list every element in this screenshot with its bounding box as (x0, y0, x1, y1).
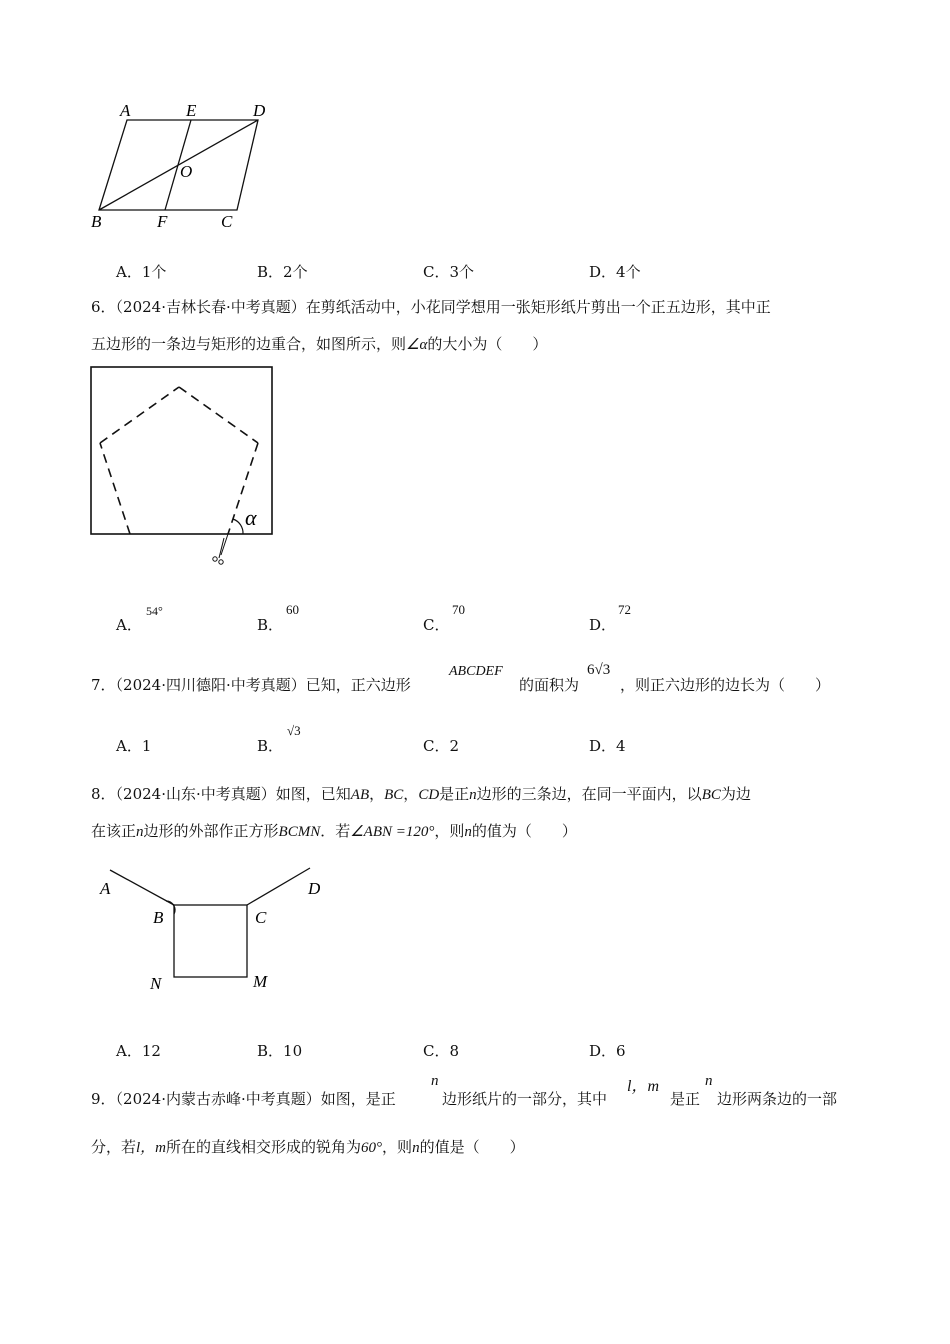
q7-option-b-value: √3 (287, 723, 301, 738)
q6-option-a[interactable]: A． (116, 616, 142, 634)
q6-option-d-value: 72 (618, 602, 631, 617)
q7-line1: 7．（2024·四川德阳·中考真题）已知，正六边形 (91, 676, 411, 694)
q8-option-d[interactable]: D．6 (589, 1042, 626, 1060)
q7-option-b[interactable]: B． (257, 737, 284, 755)
q7-hexagon-name: ABCDEF (449, 664, 503, 679)
q5-option-a[interactable]: A．1个 (116, 263, 167, 281)
q9-line1-b: 边形纸片的一部分，其中 (442, 1090, 608, 1108)
q6-option-b-value: 60 (286, 602, 299, 617)
label-m: M (253, 972, 268, 991)
q5-option-b[interactable]: B．2个 (257, 263, 308, 281)
label-a: A (120, 101, 131, 120)
label-e: E (186, 101, 197, 120)
q7-area-value: 6√3 (587, 662, 611, 678)
q6-option-b[interactable]: B． (257, 616, 284, 634)
q9-line1-a: 9．（2024·内蒙古赤峰·中考真题）如图，是正 (91, 1090, 396, 1108)
q8-line1: 8．（2024·山东·中考真题）如图，已知AB，BC，CD是正n边形的三条边，在同一平面内，以BC为边 (91, 785, 751, 803)
square-bcmn (174, 905, 247, 977)
q5-option-c[interactable]: C．3个 (423, 263, 475, 281)
q8-line2: 在该正n边形的外部作正方形BCMN．若∠ABN =120°，则n的值为（ ） (91, 822, 577, 840)
square-polygon-figure (90, 862, 340, 997)
q8-option-a[interactable]: A．12 (116, 1042, 161, 1060)
q9-line1-d: 边形两条边的一部 (717, 1090, 838, 1108)
label-o: O (180, 162, 193, 181)
label-d: D (253, 101, 266, 120)
q9-lm-sup: l，m (627, 1078, 660, 1095)
q9-n-sup-2: n (705, 1073, 713, 1089)
label-a: A (100, 879, 111, 898)
q9-line1-c: 是正 (670, 1090, 701, 1108)
label-c: C (221, 212, 233, 231)
q7-option-d[interactable]: D．4 (589, 737, 626, 755)
alpha-label: α (245, 505, 257, 530)
q7-text-b: 的面积为 (519, 676, 580, 694)
label-d: D (308, 879, 321, 898)
q7-option-c[interactable]: C．2 (423, 737, 460, 755)
q6-option-a-value: 54° (146, 604, 163, 618)
label-b: B (153, 908, 164, 927)
q7-text-c: ，则正六边形的边长为（ ） (620, 676, 831, 694)
label-c: C (255, 908, 267, 927)
label-f: F (157, 212, 168, 231)
q9-n-sup-1: n (431, 1073, 439, 1089)
q6-option-c[interactable]: C． (423, 616, 450, 634)
segment-cd (247, 868, 310, 905)
angle-alpha-arc (233, 519, 243, 534)
segment-ab (110, 870, 174, 905)
q6-line2: 五边形的一条边与矩形的边重合，如图所示，则∠α的大小为（ ） (91, 335, 548, 353)
q9-line2: 分，若l，m所在的直线相交形成的锐角为60°，则n的值是（ ） (91, 1138, 525, 1156)
q5-option-d[interactable]: D．4个 (589, 263, 641, 281)
q6-option-d[interactable]: D． (589, 616, 617, 634)
q6-line1: 6．（2024·吉林长春·中考真题）在剪纸活动中，小花同学想用一张矩形纸片剪出一个正五边形，其中正 (91, 298, 771, 316)
label-b: B (91, 212, 102, 231)
parallelogram-figure (80, 95, 280, 240)
q7-option-a[interactable]: A．1 (116, 737, 152, 755)
q8-option-c[interactable]: C．8 (423, 1042, 460, 1060)
label-n: N (150, 974, 162, 993)
q6-option-c-value: 70 (452, 602, 465, 617)
q8-option-b[interactable]: B．10 (257, 1042, 303, 1060)
dashed-pentagon (100, 387, 258, 534)
scissors-icon (213, 534, 228, 564)
pentagon-figure (88, 362, 278, 572)
